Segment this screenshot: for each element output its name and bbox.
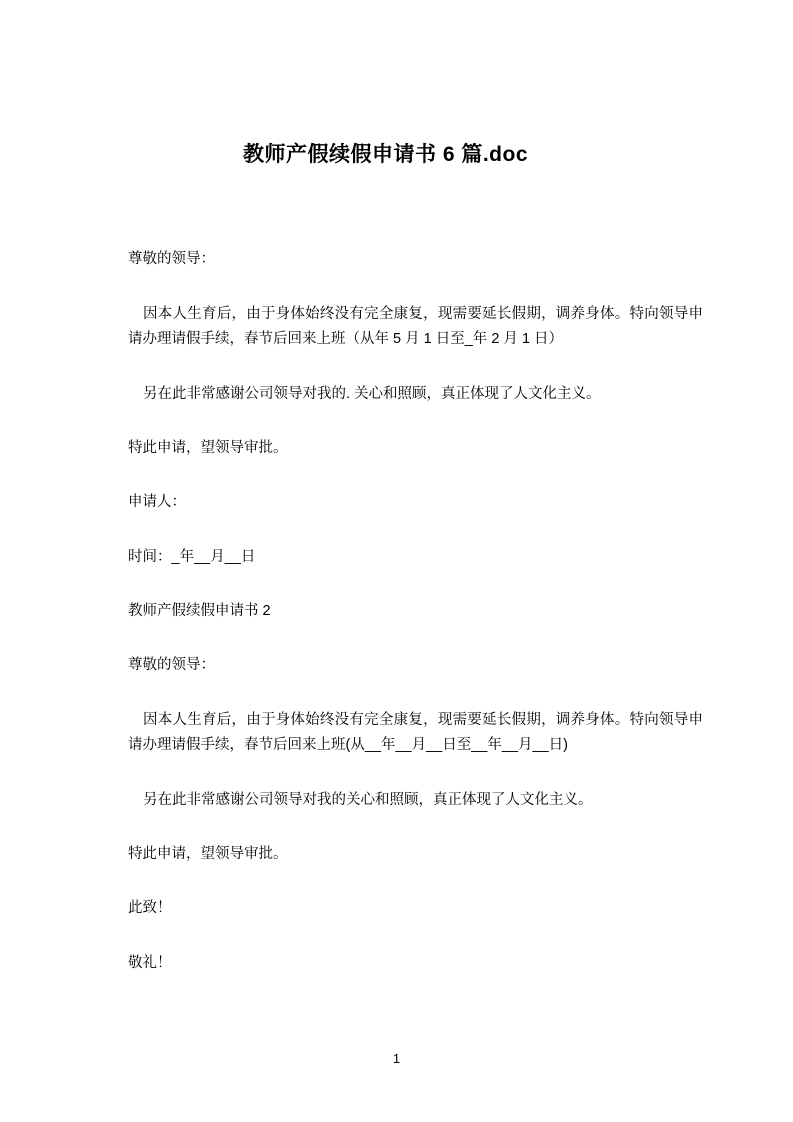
paragraph-salutation-2: 尊敬的领导：	[128, 657, 215, 674]
paragraph-salutation-1: 尊敬的领导：	[128, 251, 215, 268]
paragraph-closing-2: 敬礼！	[128, 954, 172, 971]
paragraph-closing-1: 此致！	[128, 900, 172, 917]
paragraph-body-1: 因本人生育后，由于身体始终没有完全康复，现需要延长假期，调养身体。特向领导申请办理请假手续，春节后回来上班（从年 5 月 1 日至_年 2 月 1 日）	[128, 305, 703, 348]
paragraph-body-5: 另在此非常感谢公司领导对我的关心和照顾，真正体现了人文化主义。	[143, 791, 593, 808]
document-body	[68, 247, 725, 976]
paragraph-body-2: 另在此非常感谢公司领导对我的. 关心和照顾，真正体现了人文化主义。	[143, 385, 601, 402]
paragraph-signature-1: 申请人：	[128, 494, 186, 511]
paragraph-body-6: 特此申请，望领导审批。	[128, 845, 288, 862]
page-number: 1	[392, 1051, 401, 1066]
paragraph-date-1: 时间：_年__月__日	[128, 548, 256, 565]
page-title: 教师产假续假申请书 6 篇.doc	[243, 143, 529, 166]
paragraph-body-3: 特此申请，望领导审批。	[128, 439, 288, 456]
paragraph-body-4: 因本人生育后，由于身体始终没有完全康复，现需要延长假期，调养身体。特向领导申请办理请假手续，春节后回来上班(从__年__月__日至__年__月__日)	[128, 711, 703, 754]
paragraph-section-heading-2: 教师产假续假申请书 2	[128, 603, 271, 620]
